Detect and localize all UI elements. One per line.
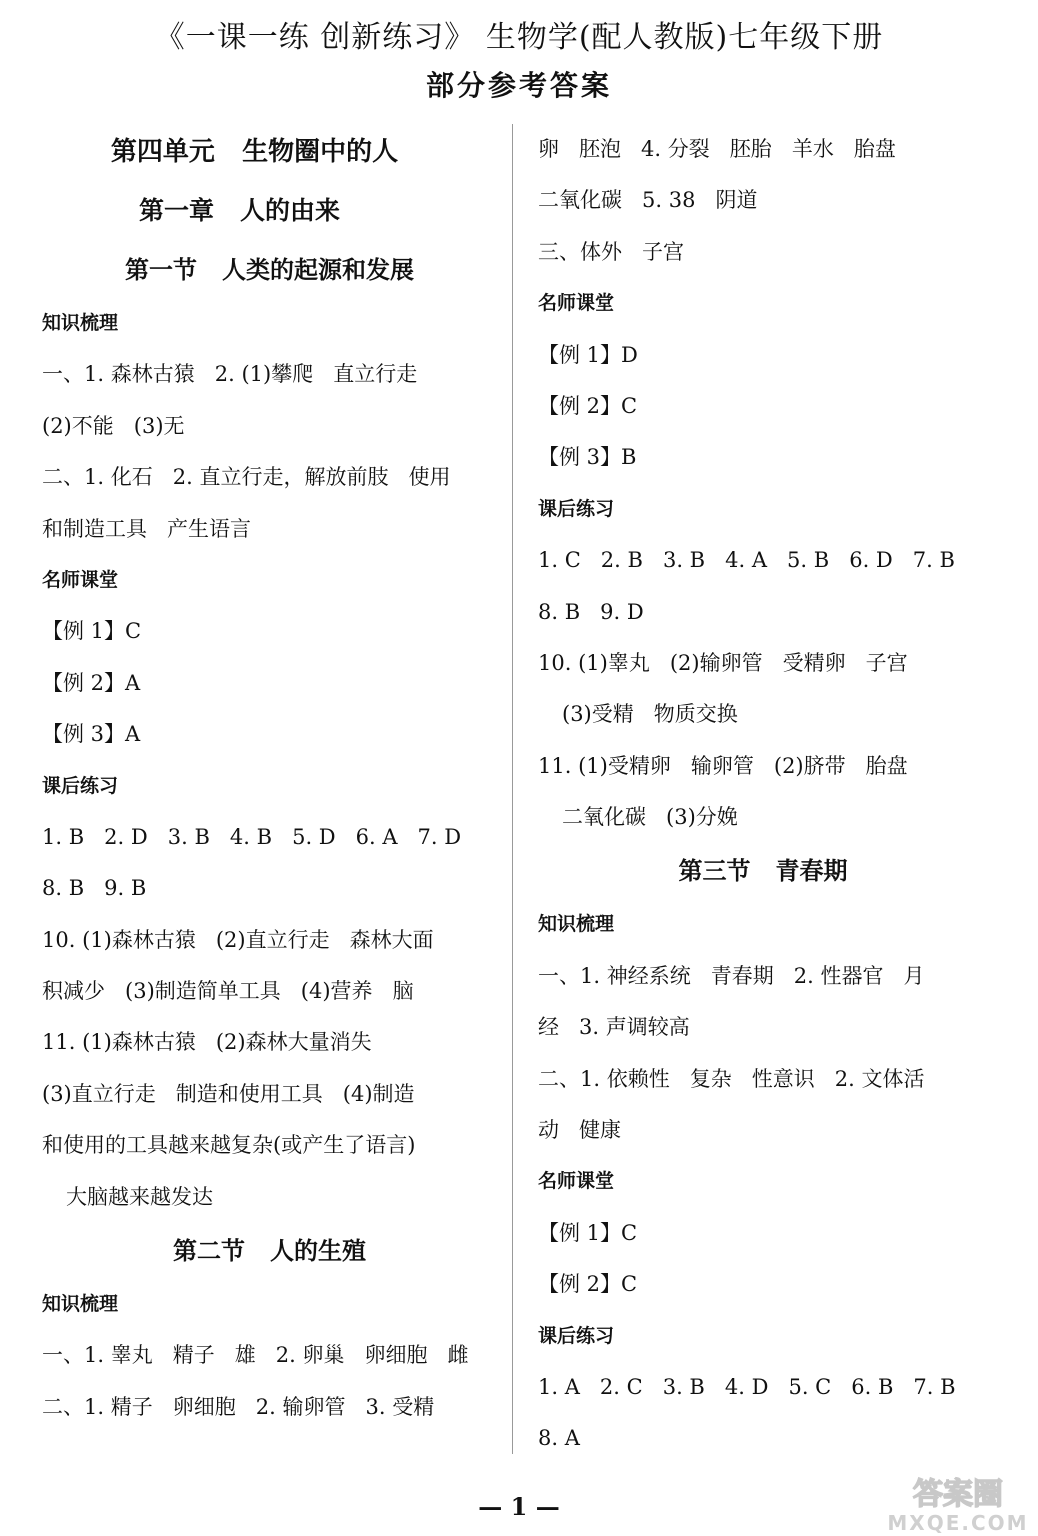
answer-line: 一、1. 森林古猿 2. (1)攀爬 直立行走 bbox=[42, 362, 418, 387]
answer-line: 和制造工具 产生语言 bbox=[42, 516, 252, 541]
watermark-logo-icon bbox=[858, 1470, 1038, 1536]
answer-line: 二氧化碳 5. 38 阴道 bbox=[538, 188, 758, 213]
section-label: 名师课堂 bbox=[42, 568, 119, 591]
section-label: 名师课堂 bbox=[538, 1170, 615, 1193]
answer-line: 一、1. 睾丸 精子 雄 2. 卵巢 卵细胞 雌 bbox=[42, 1343, 469, 1368]
example-answer: 【例 2】C bbox=[538, 1272, 638, 1297]
example-answer: 【例 1】D bbox=[538, 342, 638, 367]
answer-line: 一、1. 神经系统 青春期 2. 性器官 月 bbox=[538, 963, 925, 988]
column-divider bbox=[512, 124, 513, 1454]
example-answer: 【例 2】C bbox=[538, 393, 638, 418]
answer-line: 1. C 2. B 3. B 4. A 5. B 6. D 7. B bbox=[538, 548, 955, 573]
answer-line: 11. (1)森林古猿 (2)森林大量消失 bbox=[42, 1030, 372, 1055]
answer-line: 二氧化碳 (3)分娩 bbox=[562, 805, 738, 830]
answer-line: 积减少 (3)制造简单工具 (4)营养 脑 bbox=[42, 979, 414, 1004]
answer-line: (2)不能 (3)无 bbox=[42, 413, 185, 438]
section-label: 名师课堂 bbox=[538, 292, 615, 315]
answer-line: 三、体外 子宫 bbox=[538, 239, 685, 264]
section-label: 知识梳理 bbox=[538, 913, 615, 936]
answer-line: 1. A 2. C 3. B 4. D 5. C 6. B 7. B bbox=[538, 1374, 956, 1399]
example-answer: 【例 2】A bbox=[42, 670, 141, 695]
section-heading: 第一节 人类的起源和发展 bbox=[124, 256, 415, 284]
example-answer: 【例 3】B bbox=[538, 445, 637, 470]
answer-line: 二、1. 精子 卵细胞 2. 输卵管 3. 受精 bbox=[42, 1394, 435, 1419]
section-label: 知识梳理 bbox=[42, 312, 119, 334]
left-column bbox=[42, 124, 497, 1454]
answer-line: 动 健康 bbox=[538, 1118, 622, 1143]
answer-line: 8. B 9. B bbox=[42, 876, 147, 901]
section-label: 课后练习 bbox=[42, 774, 119, 797]
answer-line: 10. (1)森林古猿 (2)直立行走 森林大面 bbox=[42, 927, 434, 952]
answer-line: (3)受精 物质交换 bbox=[562, 702, 738, 727]
answer-line: 1. B 2. D 3. B 4. B 5. D 6. A 7. D bbox=[42, 824, 462, 849]
section-heading: 第三节 青春期 bbox=[678, 857, 848, 886]
page-header-subtitle: 部分参考答案 bbox=[425, 69, 612, 102]
answer-line: 二、1. 化石 2. 直立行走，解放前肢 使用 bbox=[42, 465, 451, 490]
answer-line: 和使用的工具越来越复杂(或产生了语言) bbox=[42, 1133, 416, 1158]
answer-line: 8. B 9. D bbox=[538, 599, 644, 624]
section-label: 课后练习 bbox=[538, 497, 615, 520]
answer-line: 8. A bbox=[538, 1426, 580, 1451]
answer-line: 大脑越来越发达 bbox=[66, 1184, 213, 1209]
answer-line: 11. (1)受精卵 输卵管 (2)脐带 胎盘 bbox=[538, 753, 908, 778]
answer-line: 经 3. 声调较高 bbox=[538, 1015, 690, 1040]
watermark-site: MXQE.COM bbox=[887, 1511, 1029, 1535]
section-heading: 第二节 人的生殖 bbox=[172, 1237, 367, 1266]
page-header-title: 《一课一练 创新练习》 生物学(配人教版)七年级下册 bbox=[154, 20, 884, 55]
answer-line: (3)直立行走 制造和使用工具 (4)制造 bbox=[42, 1081, 415, 1106]
answer-line: 10. (1)睾丸 (2)输卵管 受精卵 子宫 bbox=[538, 650, 908, 675]
chapter-heading: 第一章 人的由来 bbox=[138, 196, 341, 225]
page-number: — 1 — bbox=[478, 1492, 560, 1521]
answer-line: 二、1. 依赖性 复杂 性意识 2. 文体活 bbox=[538, 1066, 925, 1091]
section-label: 知识梳理 bbox=[42, 1293, 119, 1316]
watermark-text: 答案圈 bbox=[913, 1477, 1003, 1512]
answer-line: 卵 胚泡 4. 分裂 胚胎 羊水 胎盘 bbox=[538, 137, 896, 161]
example-answer: 【例 3】A bbox=[42, 722, 141, 747]
example-answer: 【例 1】C bbox=[42, 619, 142, 644]
right-column bbox=[538, 124, 988, 1454]
unit-heading: 第四单元 生物圈中的人 bbox=[110, 137, 399, 167]
section-label: 课后练习 bbox=[538, 1324, 615, 1347]
example-answer: 【例 1】C bbox=[538, 1220, 638, 1245]
